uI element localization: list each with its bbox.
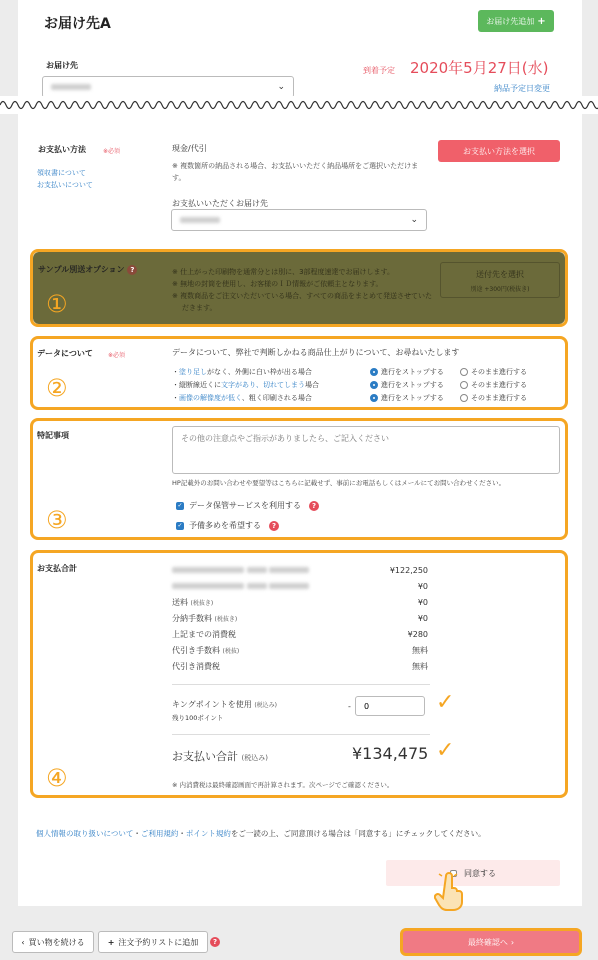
data-intro: データについて、弊社で判断しかねる商品仕上がりについて、お尋ねいたします (172, 348, 460, 357)
shipping-row: 送料 (税抜き) ¥0 (172, 597, 428, 607)
plus-icon: + (537, 15, 546, 27)
agreement-text: 個人情報の取り扱いについて・ご利用規約・ポイント規約をご一読の上、ご同意頂ける場合は「同意する」にチェックしてください。 (36, 829, 486, 838)
payment-note: ※ 複数箇所の納品される場合、お支払いいただく納品場所をご選択いただけます。 (172, 162, 419, 182)
chevron-down-icon: ⌄ (277, 82, 285, 92)
delivery-label: お届け先 (46, 61, 78, 70)
cod-fee-row: 代引き手数料 (税抜) 無料 (172, 645, 428, 655)
radio-selected[interactable] (370, 394, 378, 402)
add-to-reservation-label: 注文予約リストに追加 (118, 937, 199, 947)
stop-option[interactable]: 進行をストップする (370, 393, 460, 403)
radio-unselected[interactable] (460, 368, 468, 376)
payment-info-link[interactable]: お支払いについて (37, 181, 93, 189)
sample-option-label: サンプル別送オプション ? (38, 264, 137, 275)
receipt-link[interactable]: 領収書について (37, 169, 86, 177)
final-confirm-label: 最終確認へ (467, 937, 508, 947)
radio-unselected[interactable] (460, 394, 468, 402)
bleed-link[interactable]: 塗り足し (179, 367, 207, 376)
points-input[interactable] (355, 696, 425, 716)
payment-delivery-value (180, 217, 220, 223)
sample-note: ※ 仕上がった印刷物を通常分とは別に、3部程度速達でお届けします。 (172, 268, 394, 276)
data-storage-checkbox[interactable] (176, 500, 319, 511)
points-terms-link[interactable]: ポイント規約 (185, 829, 231, 838)
total-label: お支払合計 (37, 564, 77, 573)
radio-selected[interactable] (370, 381, 378, 389)
select-recipient-price: 別途 +300円(税抜き) (470, 286, 530, 293)
data-question-row: ・塗り足しがなく、外側に白い枠が出る場合 進行をストップする そのまま進行する (172, 367, 527, 376)
agree-label: 同意する (464, 868, 496, 878)
stop-option[interactable]: 進行をストップする (370, 367, 460, 377)
stop-option[interactable]: 進行をストップする (370, 380, 460, 390)
item-row (172, 562, 428, 578)
privacy-link[interactable]: 個人情報の取り扱いについて (36, 829, 134, 838)
sample-note: ※ 複数商品をご注文いただいている場合、すべての商品をまとめて発送させていただきます。 (172, 292, 432, 312)
radio-selected[interactable] (370, 368, 378, 376)
total-breakdown (172, 562, 428, 674)
tax-footnote: ※ 内消費税は最終確認画面で再計算されます。次ページでご確認ください。 (172, 781, 394, 789)
checkmark-icon: ✓ (436, 738, 455, 763)
data-question-row: ・縦断線近くに文字があり、切れてしまう場合 進行をストップする そのまま進行する (172, 380, 527, 389)
extra-copies-checkbox[interactable] (176, 520, 279, 531)
cod-tax-row: 代引き消費税 無料 (172, 661, 428, 671)
delivery-select-value (51, 84, 91, 90)
split-fee-row: 分納手数料 (税抜き) ¥0 (172, 613, 428, 623)
terms-link[interactable]: ご利用規約 (140, 829, 179, 838)
payment-method-label: お支払い方法 (38, 145, 86, 154)
notes-label: 特記事項 (37, 431, 69, 440)
pointer-hand-icon (434, 872, 466, 912)
data-required-tag: ※必須 (108, 352, 126, 359)
add-address-button[interactable] (478, 10, 554, 32)
select-recipient-button[interactable] (440, 262, 560, 298)
chevron-left-icon: ‹ (21, 937, 25, 947)
chevron-right-icon: › (510, 937, 515, 947)
points-minus: - (348, 702, 351, 711)
data-storage-label: データ保管サービスを利用する (189, 501, 301, 510)
sample-notes (172, 266, 434, 314)
marker-4: ④ (46, 764, 68, 792)
plus-icon: + (107, 937, 115, 947)
radio-unselected[interactable] (460, 381, 468, 389)
payment-required-tag: ※必須 (103, 148, 121, 155)
change-date-link[interactable]: 納品予定日変更 (494, 84, 550, 93)
payment-delivery-label: お支払いいただくお届け先 (172, 199, 268, 208)
arrival-label: 到着予定 (363, 66, 395, 75)
continue-option[interactable]: そのまま進行する (460, 367, 527, 377)
page-title: お届け先A (44, 16, 111, 32)
points-label: キングポイントを使用 (税込み) (172, 700, 277, 709)
item-value: ¥122,250 (389, 565, 428, 575)
item-row (172, 578, 428, 594)
divider (172, 684, 430, 685)
chevron-down-icon: ⌄ (410, 215, 418, 225)
divider (172, 734, 430, 735)
text-cut-link[interactable]: 文字があり、切れてしまう (221, 380, 305, 389)
notes-caption: HP記載外のお問い合わせや要望等はこちらに記載せず、事前にお電話もしくはメールにてお問い合わせください。 (172, 479, 506, 487)
payment-delivery-select[interactable] (171, 209, 427, 231)
help-icon[interactable]: ? (269, 521, 279, 531)
arrival-date: 2020年5月27日(水) (410, 59, 549, 77)
data-question-row: ・画像の解像度が低く、粗く印刷される場合 進行をストップする そのまま進行する (172, 393, 527, 402)
delivery-select[interactable] (42, 76, 294, 98)
select-payment-button[interactable]: お支払い方法を選択 (438, 140, 560, 162)
notes-textarea[interactable] (172, 426, 560, 474)
agree-checkbox[interactable] (386, 860, 560, 886)
continue-shopping-button[interactable] (12, 931, 94, 953)
final-confirm-button[interactable] (400, 928, 582, 956)
data-question-list (172, 365, 552, 404)
help-icon-footer[interactable] (210, 937, 220, 947)
help-icon[interactable]: ? (127, 265, 137, 275)
torn-edge-divider (0, 96, 598, 114)
tax-row: 上記までの消費税 ¥280 (172, 629, 428, 639)
checkmark-icon: ✓ (436, 690, 455, 715)
sample-note: ※ 無地の封筒を使用し、お客様のＩＤ情報がご依頼主となります。 (172, 280, 383, 288)
checkbox-checked-icon[interactable]: ✓ (177, 501, 183, 509)
continue-shopping-label: 買い物を続ける (28, 937, 85, 947)
marker-3: ③ (46, 506, 68, 534)
add-to-reservation-button[interactable] (98, 931, 208, 953)
marker-1: ① (46, 290, 68, 318)
help-icon[interactable]: ? (309, 501, 319, 511)
low-resolution-link[interactable]: 画像の解像度が低く (179, 393, 242, 402)
extra-copies-label: 予備多めを希望する (189, 521, 261, 530)
add-address-label: お届け先追加 (486, 16, 535, 26)
continue-option[interactable]: そのまま進行する (460, 393, 527, 403)
data-section-label: データについて (37, 349, 93, 358)
points-remaining: 残り100ポイント (172, 714, 224, 722)
grand-total-label: お支払い合計 (税込み) (172, 750, 268, 763)
marker-2: ② (46, 374, 68, 402)
checkbox-checked-icon[interactable]: ✓ (177, 521, 183, 529)
grand-total-value: ¥134,475 (352, 744, 429, 763)
help-icon[interactable]: ? (210, 937, 220, 947)
select-recipient-title: 送付先を選択 (476, 270, 524, 279)
item-value: ¥0 (417, 581, 428, 591)
continue-option[interactable]: そのまま進行する (460, 380, 527, 390)
payment-method-value: 現金/代引 (172, 144, 207, 153)
